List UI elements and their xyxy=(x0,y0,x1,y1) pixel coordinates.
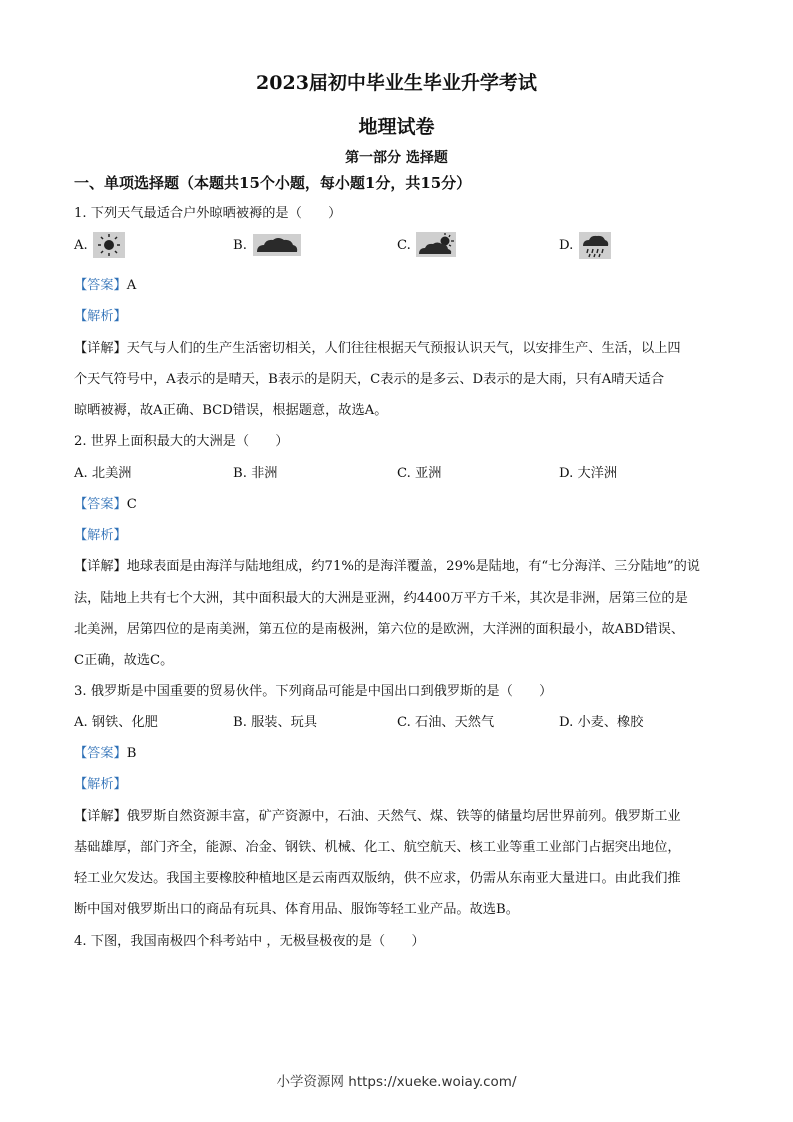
part-heading: 第一部分 选择题 xyxy=(345,150,448,166)
q2-option-c: C. 亚洲 xyxy=(397,466,442,481)
answer-label: 【答案】 xyxy=(74,497,127,512)
question-1-stem: 1. 下列天气最适合户外晾晒被褥的是（ ） xyxy=(74,206,342,221)
q1-option-a: A. xyxy=(74,238,88,253)
question-3-detail-line: 【详解】俄罗斯自然资源丰富，矿产资源中，石油、天然气、煤、铁等的储量均居世界前列。俄罗斯工业 xyxy=(74,809,681,824)
question-2-detail-line: 北美洲，居第四位的是南美洲，第五位的是南极洲，第六位的是欧洲，大洋洲的面积最小，故ABD错误、 xyxy=(74,622,685,637)
question-1-analysis-label: 【解析】 xyxy=(74,309,127,324)
answer-value: C xyxy=(126,497,137,512)
question-3-detail-line: 断中国对俄罗斯出口的商品有玩具、体育用品、服饰等轻工业产品。故选B。 xyxy=(74,902,519,917)
question-3-stem: 3. 俄罗斯是中国重要的贸易伙伴。下列商品可能是中国出口到俄罗斯的是（ ） xyxy=(74,684,553,699)
answer-value: A xyxy=(126,278,137,293)
q3-option-b: B. 服装、玩具 xyxy=(233,715,318,730)
question-2-answer xyxy=(74,493,137,512)
answer-label: 【答案】 xyxy=(74,746,127,761)
question-3-detail-line: 基础雄厚，部门齐全，能源、冶金、钢铁、机械、化工、航空航天、核工业等重工业部门占据突出地位， xyxy=(74,840,681,855)
q1-option-b: B. xyxy=(233,238,247,253)
question-4-stem: 4. 下图，我国南极四个科考站中 ，无极昼极夜的是（ ） xyxy=(74,934,425,949)
question-2-analysis-label: 【解析】 xyxy=(74,528,127,543)
partly-cloudy-icon xyxy=(416,232,456,257)
q2-option-b: B. 非洲 xyxy=(233,466,278,481)
section-heading: 一、单项选择题（本题共15个小题，每小题1分，共15分） xyxy=(74,174,472,192)
question-3-detail-line: 轻工业欠发达。我国主要橡胶种植地区是云南西双版纳，供不应求，仍需从东南亚大量进口。由此我们推 xyxy=(74,871,681,886)
answer-value: B xyxy=(126,746,137,761)
watermark-footer: 小学资源网 https://xueke.woiay.com/ xyxy=(276,1074,517,1090)
question-1-detail-line: 个天气符号中，A表示的是晴天，B表示的是阴天，C表示的是多云、D表示的是大雨，只有A晴天适合 xyxy=(74,372,665,387)
question-2-detail-line: C正确，故选C。 xyxy=(74,653,174,668)
question-1-detail-line: 【详解】天气与人们的生产生活密切相关，人们往往根据天气预报认识天气，以安排生产、生活，以上四 xyxy=(74,341,681,356)
question-3-analysis-label: 【解析】 xyxy=(74,777,127,792)
q1-option-d: D. xyxy=(559,238,574,253)
heavy-rain-icon xyxy=(579,232,611,259)
exam-subject: 地理试卷 xyxy=(358,116,435,138)
q3-option-d: D. 小麦、橡胶 xyxy=(559,715,644,730)
q2-option-a: A. 北美洲 xyxy=(74,466,132,481)
question-1-answer xyxy=(74,274,136,293)
q3-option-c: C. 石油、天然气 xyxy=(397,715,495,730)
question-3-answer xyxy=(74,742,136,761)
question-2-detail-line: 法，陆地上共有七个大洲，其中面积最大的大洲是亚洲，约4400万平方千米，其次是非洲，居第三位的是 xyxy=(74,591,688,606)
q2-option-d: D. 大洋洲 xyxy=(559,466,618,481)
question-2-stem: 2. 世界上面积最大的大洲是（ ） xyxy=(74,434,289,449)
question-1-detail-line: 晾晒被褥，故A正确、BCD错误，根据题意，故选A。 xyxy=(74,403,388,418)
answer-label: 【答案】 xyxy=(74,278,127,293)
question-2-detail-line: 【详解】地球表面是由海洋与陆地组成，约71%的是海洋覆盖，29%是陆地，有“七分海洋、三分陆地”的说 xyxy=(74,559,700,574)
q1-option-c: C. xyxy=(397,238,411,253)
q3-option-a: A. 钢铁、化肥 xyxy=(74,715,158,730)
overcast-icon xyxy=(253,234,301,256)
sunny-icon xyxy=(93,232,125,258)
exam-title: 2023届初中毕业生毕业升学考试 xyxy=(256,72,537,94)
